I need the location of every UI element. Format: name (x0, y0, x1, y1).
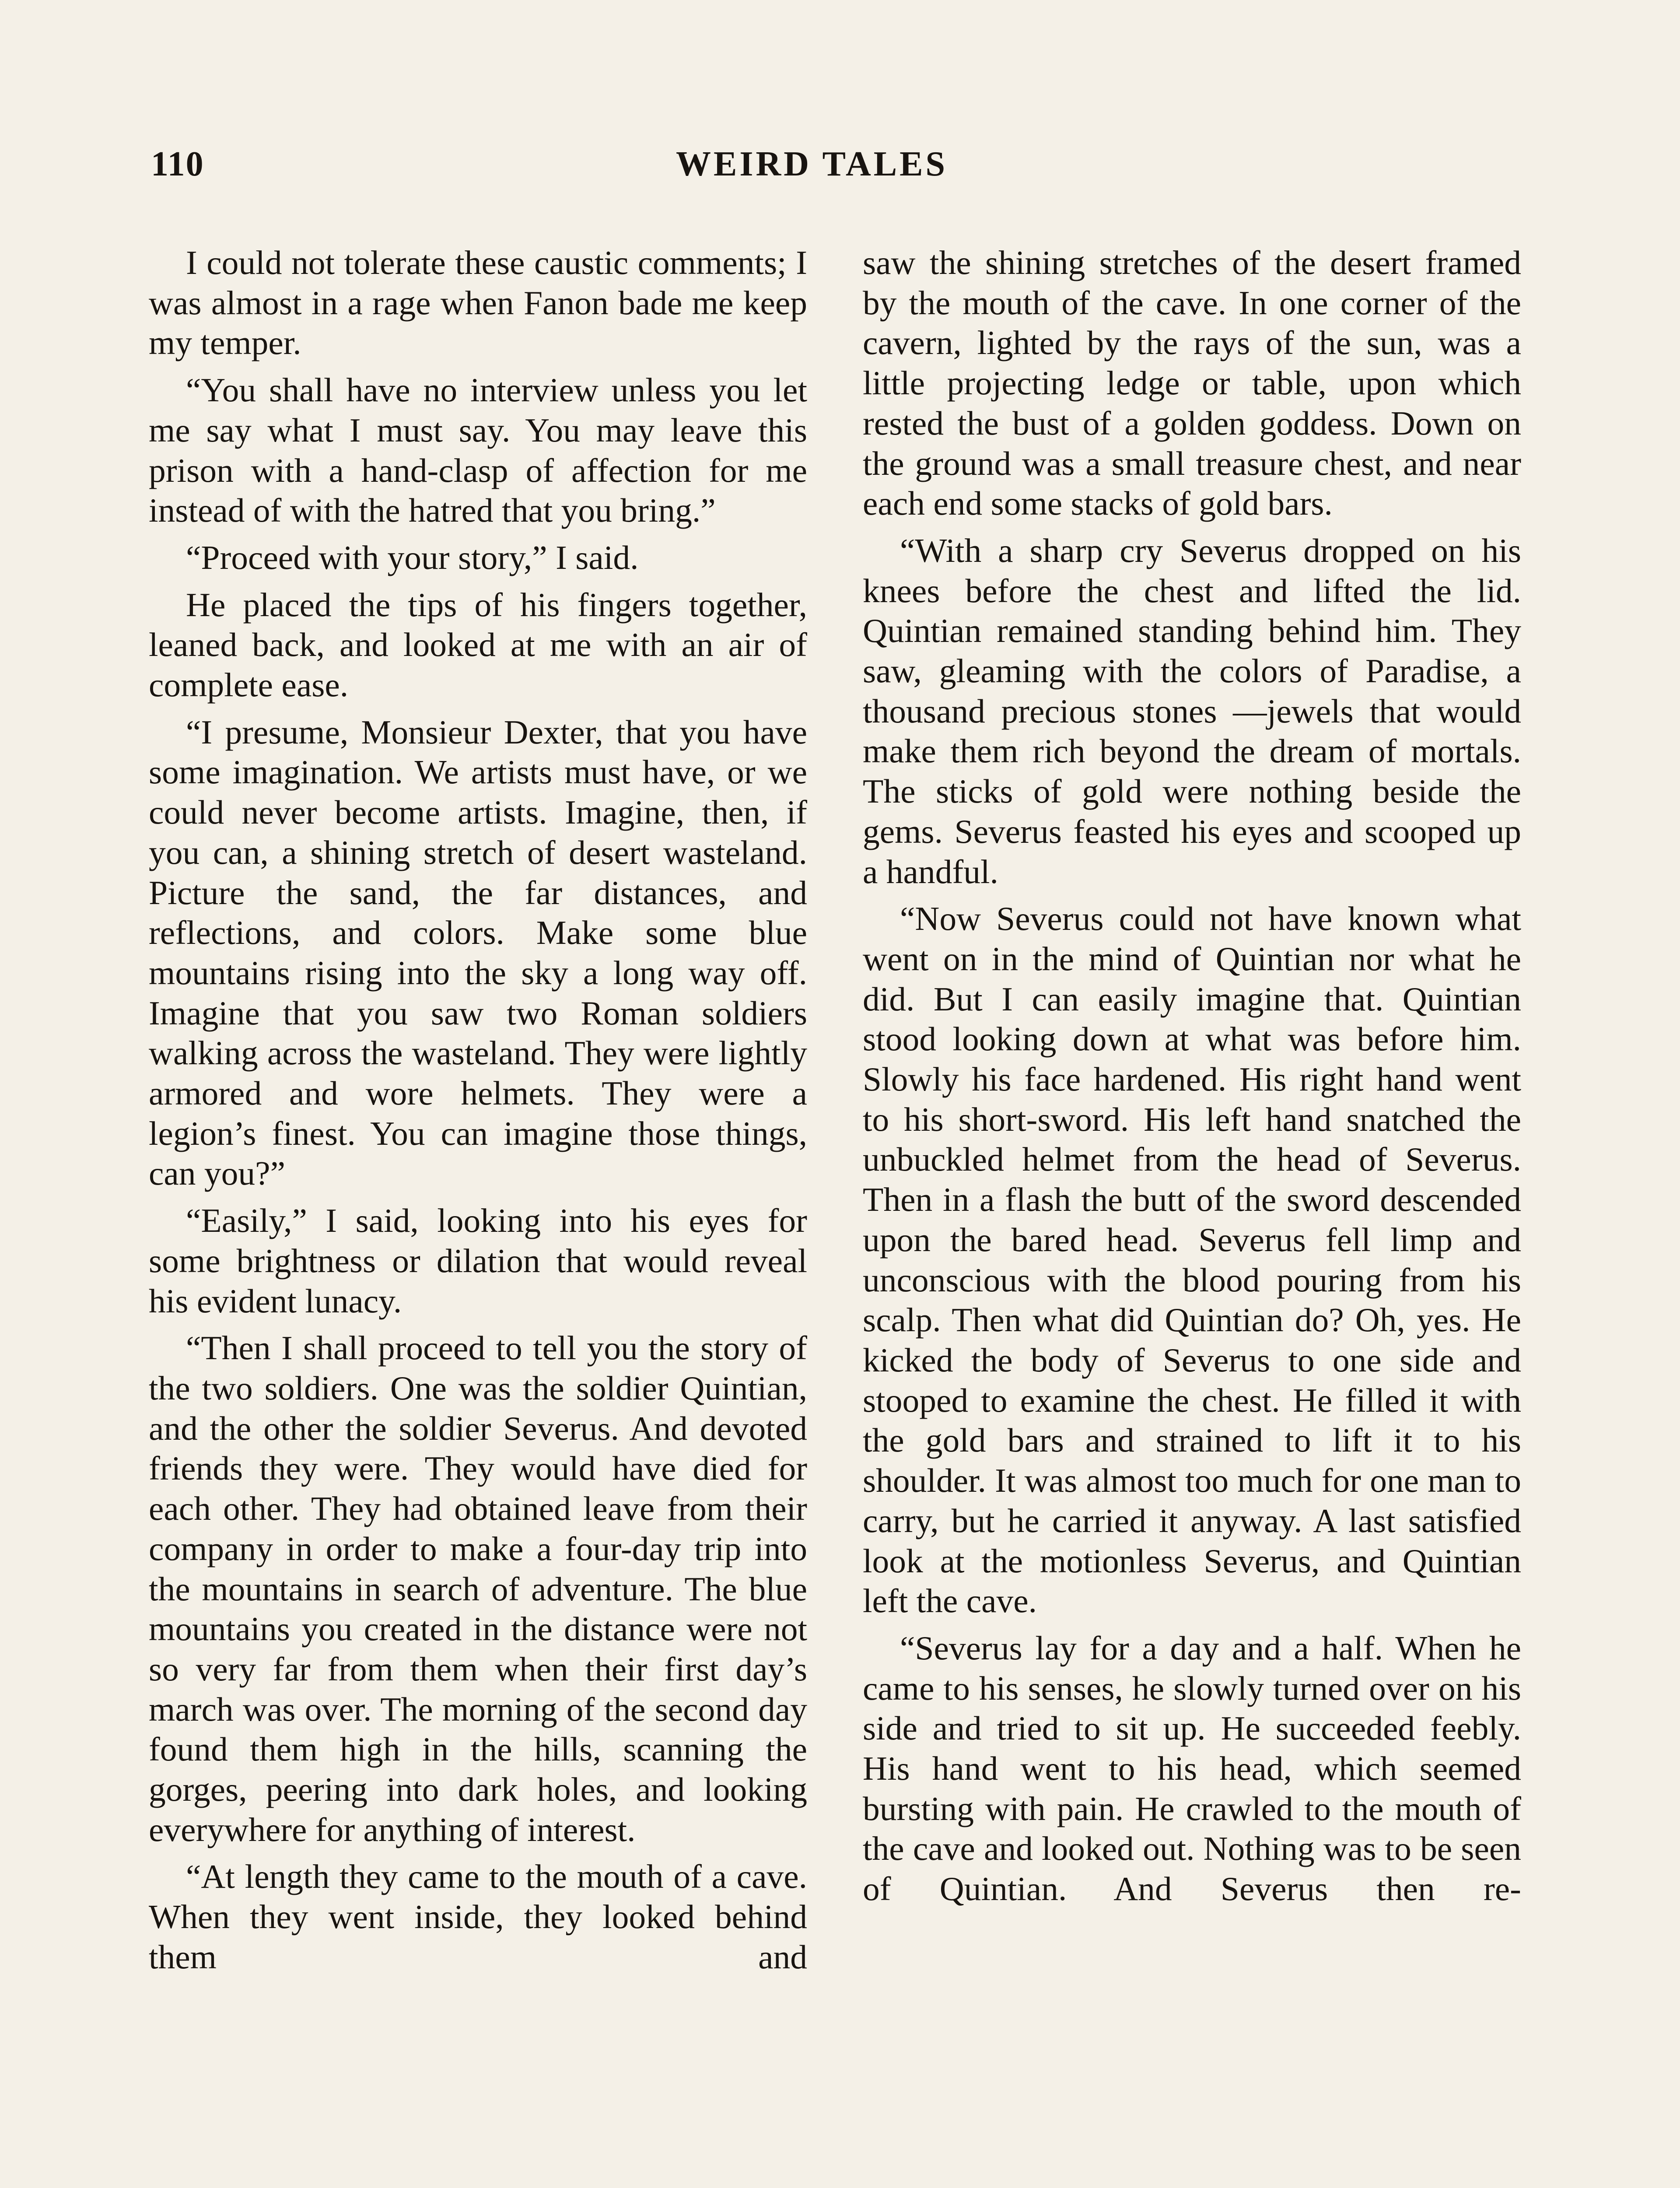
paragraph: “With a sharp cry Severus dropped on his knees before the chest and lifted the lid. Quintian remained standing behind him. They saw, gleaming with the colors of Paradise, a thousand precious stones —jewels that would make them rich beyond the dream of mortals. The sticks of gold were nothing beside the gems. Severus feasted his eyes and scooped up a handful. (863, 531, 1521, 891)
magazine-title: WEIRD TALES (676, 145, 948, 183)
page-number: 110 (151, 145, 204, 183)
paragraph: “Now Severus could not have known what went on in the mind of Quintian nor what he did. But I can easily imagine that. Quintian stood looking down at what was before him. Slowly his face hardened. His right hand went to his short-sword. His left hand snatched the unbuckled helmet from the head of Severus. Then in a flash the butt of the sword descended upon the bared head. Severus fell limp and unconscious with the blood pouring from his scalp. Then what did Quintian do? Oh, yes. He kicked the body of Severus to one side and stooped to examine the chest. He filled it with the gold bars and strained to lift it to his shoulder. It was almost too much for one man to carry, but he carried it anyway. A last satisfied look at the motionless Severus, and Quintian left the cave. (863, 900, 1521, 1620)
paragraph: “Easily,” I said, looking into his eyes for some brightness or dilation that would reveal his evident lunacy. (149, 1202, 807, 1320)
paragraph: “At length they came to the mouth of a cave. When they went inside, they looked behind them and (149, 1858, 807, 1976)
page-header (151, 144, 948, 197)
paragraph: I could not tolerate these caustic comments; I was almost in a rage when Fanon bade me keep my temper. (149, 244, 807, 362)
paragraph: “I presume, Monsieur Dexter, that you have some imagination. We artists must have, or we could never become artists. Imagine, then, if you can, a shining stretch of desert wasteland. Picture the sand, the far distances, and reflections, and colors. Make some blue mountains rising into the sky a long way off. Imagine that you saw two Roman soldiers walking across the wasteland. They were lightly armored and wore helmets. They were a legion’s finest. You can imagine those things, can you?” (149, 713, 807, 1192)
paragraph: He placed the tips of his fingers together, leaned back, and looked at me with an air of complete ease. (149, 586, 807, 704)
paragraph: “Proceed with your story,” I said. (186, 538, 639, 576)
paragraph: “You shall have no interview unless you let me say what I must say. You may leave this prison with a hand-clasp of affection for me instead of with the hatred that you bring.” (149, 371, 807, 529)
paragraph: “Severus lay for a day and a half. When he came to his senses, he slowly turned over on his side and tried to sit up. He succeeded feebly. His hand went to his head, which seemed bursting with pain. He crawled to the mouth of the cave and looked out. Nothing was to be seen of Quintian. And Severus then re- (863, 1629, 1521, 1908)
paragraph: “Then I shall proceed to tell you the story of the two soldiers. One was the soldier Quintian, and the other the soldier Severus. And devoted friends they were. They would have died for each other. They had obtained leave from their company in order to make a four-day trip into the mountains in search of adventure. The blue mountains you created in the distance were not so very far from them when their first day’s march was over. The morning of the second day found them high in the hills, scanning the gorges, peering into dark holes, and looking everywhere for anything of interest. (149, 1329, 807, 1848)
left-column (149, 243, 807, 1985)
paragraph: saw the shining stretches of the desert framed by the mouth of the cave. In one corner of the cavern, lighted by the rays of the sun, was a little projecting ledge or table, upon which rested the bust of a golden goddess. Down on the ground was a small treasure chest, and near each end some stacks of gold bars. (863, 244, 1521, 522)
right-column (863, 243, 1521, 1916)
